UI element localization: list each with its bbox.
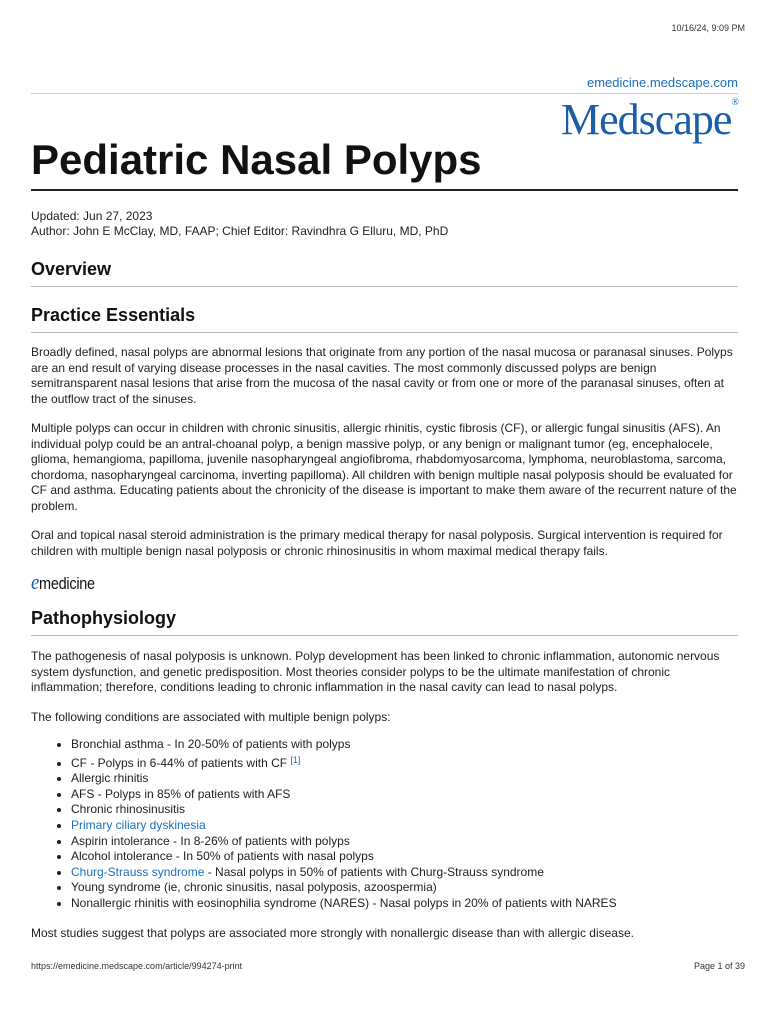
list-item [71, 880, 768, 896]
updated-date: Updated: Jun 27, 2023 [31, 209, 153, 223]
condition-text: Nonallergic rhinitis with eosinophilia syndrome (NARES) - Nasal polyps in 20% of patients with NARES [71, 895, 617, 910]
pathophysiology-heading: Pathophysiology [31, 608, 738, 636]
condition-text: Allergic rhinitis [71, 771, 149, 786]
citation-link[interactable]: [1] [290, 754, 301, 765]
list-item [71, 737, 768, 753]
condition-text: AFS - Polyps in 85% of patients with AFS [71, 786, 291, 801]
site-domain-link[interactable]: emedicine.medscape.com [586, 75, 738, 90]
list-item [71, 865, 768, 881]
list-item [71, 834, 768, 850]
page-number: Page 1 of 39 [693, 961, 745, 971]
primary-ciliary-dyskinesia-link[interactable]: Primary ciliary dyskinesia [71, 817, 206, 832]
conditions-list [31, 737, 768, 912]
patho-paragraph-1: The pathogenesis of nasal polyposis is unknown. Polyp development has been linked to chronic inflammation, autonomic nervous system dysfunction, and genetic predisposition. Most theories consider polyps to be the ultimate manifestation of chronic inflammation; therefore, conditions leading to chronic inflammation in the nasal cavity can lead to nasal polyps. [31, 649, 720, 694]
closing-paragraph: Most studies suggest that polyps are associated more strongly with nonallergic disease than with allergic disease. [31, 926, 634, 940]
practice-paragraph-2: Multiple polyps can occur in children with chronic sinusitis, allergic rhinitis, cystic fibrosis (CF), or allergic fungal sinusitis (AFS). An individual polyp could be an antral-choanal polyp, a benign massive polyp, or any benign or malignant tumor (eg, encephalocele, glioma, hemangioma, papilloma, juvenile nasopharyngeal angiofibroma, rhabdomyosarcoma, lymphoma, neuroblastoma, sarcoma, chordoma, nasopharyngeal carcinoma, inverting papilloma). All children with benign multiple nasal polyposis should be evaluated for CF and asthma. Educating patients about the chronicity of the disease is important to make them aware of the recurrent nature of the problem. [31, 421, 737, 513]
condition-text: Young syndrome (ie, chronic sinusitis, nasal polyposis, azoospermia) [71, 880, 437, 895]
emedicine-logo-text: medicine [39, 574, 95, 593]
emedicine-logo [31, 569, 95, 595]
medscape-logo[interactable] [561, 95, 738, 144]
churg-strauss-link[interactable]: Churg-Strauss syndrome [71, 864, 205, 879]
condition-text: Aspirin intolerance - In 8-26% of patients with polyps [71, 833, 350, 848]
condition-text: - Nasal polyps in 50% of patients with Churg-Strauss syndrome [204, 864, 544, 879]
list-item [71, 896, 768, 912]
article-meta [31, 209, 448, 239]
list-item [71, 849, 768, 865]
condition-text: CF - Polyps in 6-44% of patients with CF [71, 755, 291, 770]
condition-text: Alcohol intolerance - In 50% of patients with nasal polyps [71, 849, 374, 864]
page-title: Pediatric Nasal Polyps [31, 136, 482, 183]
patho-paragraph-2: The following conditions are associated with multiple benign polyps: [31, 710, 391, 724]
practice-essentials-heading: Practice Essentials [31, 305, 738, 333]
list-item [71, 753, 768, 772]
footer-url: https://emedicine.medscape.com/article/994274-print [31, 961, 243, 971]
list-item [71, 818, 768, 834]
print-timestamp: 10/16/24, 9:09 PM [671, 23, 745, 33]
condition-text: Chronic rhinosinusitis [71, 802, 186, 817]
condition-text: Bronchial asthma - In 20-50% of patients with polyps [71, 737, 351, 751]
list-item [71, 771, 768, 787]
author-line: Author: John E McClay, MD, FAAP; Chief Editor: Ravindhra G Elluru, MD, PhD [31, 224, 449, 238]
logo-text: Medscape [561, 95, 732, 144]
list-item [71, 802, 768, 818]
title-divider [31, 189, 738, 191]
overview-heading: Overview [31, 259, 738, 287]
emedicine-logo-e: e [31, 569, 40, 594]
list-item [71, 787, 768, 803]
header-divider [31, 93, 738, 94]
practice-paragraph-1: Broadly defined, nasal polyps are abnormal lesions that originate from any portion of the nasal mucosa or paranasal sinuses. Polyps are an end result of varying disease processes in the nasal cavities. The most commonly discussed polyps are benign semitransparent nasal lesions that arise from the mucosa of the nasal cavity or from one or more of the paranasal sinuses, often at the outflow tract of the sinuses. [31, 345, 733, 406]
logo-registered-mark: ® [731, 97, 738, 108]
practice-paragraph-3: Oral and topical nasal steroid administration is the primary medical therapy for nasal polyposis. Surgical intervention is required for children with multiple benign nasal polyposis or chronic rhinosinusitis in whom maximal medical therapy fails. [31, 528, 723, 558]
